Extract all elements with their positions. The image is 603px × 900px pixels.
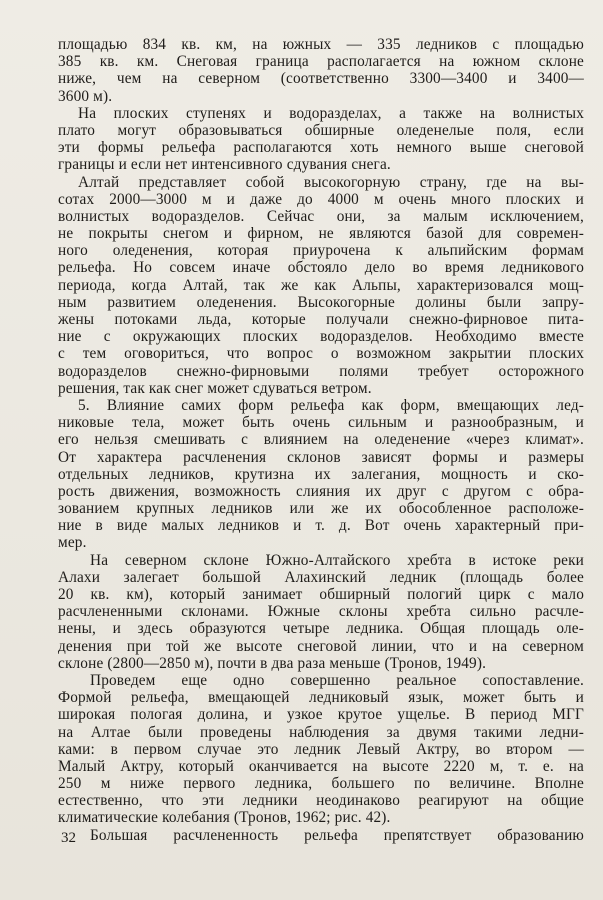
text-line: эти формы рельефа располагаются хоть немного выше снеговой bbox=[58, 139, 584, 157]
text-line: зованием крупных ледников или же их обособленное расположе- bbox=[58, 500, 584, 518]
text-line: широкая пологая долина, и узкое крутое ущелье. В период МГГ bbox=[58, 706, 584, 724]
text-line: Большая расчлененность рельефа препятствует образованию bbox=[90, 826, 584, 844]
text-line: ниже, чем на северном (соответственно 3300—3400 и 3400— bbox=[58, 70, 584, 88]
text-line: ние в виде малых ледников и т. д. Вот очень характерный при- bbox=[58, 517, 584, 535]
text-line: склоне (2800—2850 м), почти в два раза меньше (Тронов, 1949). bbox=[58, 654, 487, 672]
text-line: площадью 834 кв. км, на южных — 335 ледников с площадью bbox=[58, 36, 584, 53]
text-line: водоразделов снежно-фирновыми полями требует осторожного bbox=[58, 362, 584, 380]
text-line: Алтай представляет собой высокогорную страну, где на вы- bbox=[78, 173, 584, 191]
text-line: естественно, что эти ледники неодинаково реагируют на общие bbox=[58, 792, 584, 810]
text-line: На северном склоне Южно-Алтайского хребта в истоке реки bbox=[90, 551, 584, 569]
paragraph bbox=[58, 827, 584, 844]
text-line: его нельзя смешивать с влиянием на оледенение «через климат». bbox=[58, 431, 584, 449]
text-line: на Алтае были проведены наблюдения за двумя такими ледни- bbox=[58, 723, 584, 741]
text-line: 385 кв. км. Снеговая граница располагается на южном склоне bbox=[58, 53, 584, 71]
text-line: не покрыты снегом и фирном, не являются базой для современ- bbox=[58, 225, 584, 243]
text-line: денения при той же высоте снеговой линии, что и на северном bbox=[58, 637, 584, 655]
text-line: расчлененными склонами. Южные склоны хребта сильно расчле- bbox=[58, 603, 584, 621]
text-line: жены потоками льда, которые получали снежно-фирновое пита- bbox=[58, 311, 584, 328]
text-line: периода, когда Алтай, так же как Альпы, характеризовался мощ- bbox=[58, 276, 584, 294]
paragraph bbox=[58, 105, 584, 174]
text-line: нены, и здесь образуются четыре ледника. Общая площадь оле- bbox=[58, 620, 584, 638]
text-line: ного оледенения, которая приурочена к альпийским формам bbox=[58, 242, 584, 260]
text-line: 3600 м). bbox=[58, 87, 113, 105]
text-line: Алахи залегает большой Алахинский ледник (площадь более bbox=[58, 568, 584, 586]
text-line: рельефа. Но совсем иначе обстояло дело во время ледникового bbox=[58, 259, 584, 277]
text-line: Формой рельефа, вмещающей ледниковый язык, может быть и bbox=[58, 689, 584, 707]
page-number: 32 bbox=[61, 830, 76, 846]
text-line: с тем оговориться, что вопрос о возможном закрытии плоских bbox=[58, 345, 584, 363]
text-line: волнистых водоразделов. Сейчас они, за малым исключением, bbox=[58, 207, 584, 225]
paragraph bbox=[58, 672, 584, 827]
paragraph bbox=[58, 552, 584, 672]
text-line: климатические колебания (Тронов, 1962; рис. 42). bbox=[58, 809, 391, 827]
text-line: На плоских ступенях и водоразделах, а также на волнистых bbox=[78, 104, 584, 122]
text-line: границы и если нет интенсивного сдувания снега. bbox=[58, 156, 391, 174]
text-line: решения, так как снег может сдуваться ветром. bbox=[58, 379, 372, 397]
body-text bbox=[58, 36, 584, 844]
text-line: сотах 2000—3000 м и даже до 4000 м очень много плоских и bbox=[58, 190, 584, 208]
text-line: Проведем еще одно совершенно реальное сопоставление. bbox=[90, 671, 584, 689]
paragraph bbox=[58, 397, 584, 552]
paragraph bbox=[58, 174, 584, 397]
text-line: 250 м ниже первого ледника, большего по величине. Вполне bbox=[58, 775, 584, 793]
text-line: никовые тела, может быть очень сильным и разнообразным, и bbox=[58, 414, 584, 432]
text-line: Малый Актру, который оканчивается на высоте 2220 м, т. е. на bbox=[58, 757, 584, 775]
text-line: плато могут образовываться обширные оледенелые поля, если bbox=[58, 121, 584, 139]
text-line: мер. bbox=[58, 534, 87, 552]
text-line: ным развитием оледенения. Высокогорные долины были запру- bbox=[58, 293, 584, 311]
text-line: 20 кв. км), который занимает обширный пологий цирк с мало bbox=[58, 586, 584, 603]
text-line: От характера расчленения склонов зависят формы и размеры bbox=[58, 448, 584, 466]
text-line: 5. Влияние самих форм рельефа как форм, вмещающих лед- bbox=[78, 396, 584, 414]
text-line: рость движения, возможность слияния их друг с другом с обра- bbox=[58, 482, 584, 500]
text-line: ние с окружающих плоских водоразделов. Необходимо вместе bbox=[58, 328, 584, 346]
text-line: ками: в первом случае это ледник Левый Актру, во втором — bbox=[58, 740, 584, 758]
text-line: отдельных ледников, крутизна их залегания, мощность и ско- bbox=[58, 465, 584, 483]
paragraph bbox=[58, 36, 584, 105]
